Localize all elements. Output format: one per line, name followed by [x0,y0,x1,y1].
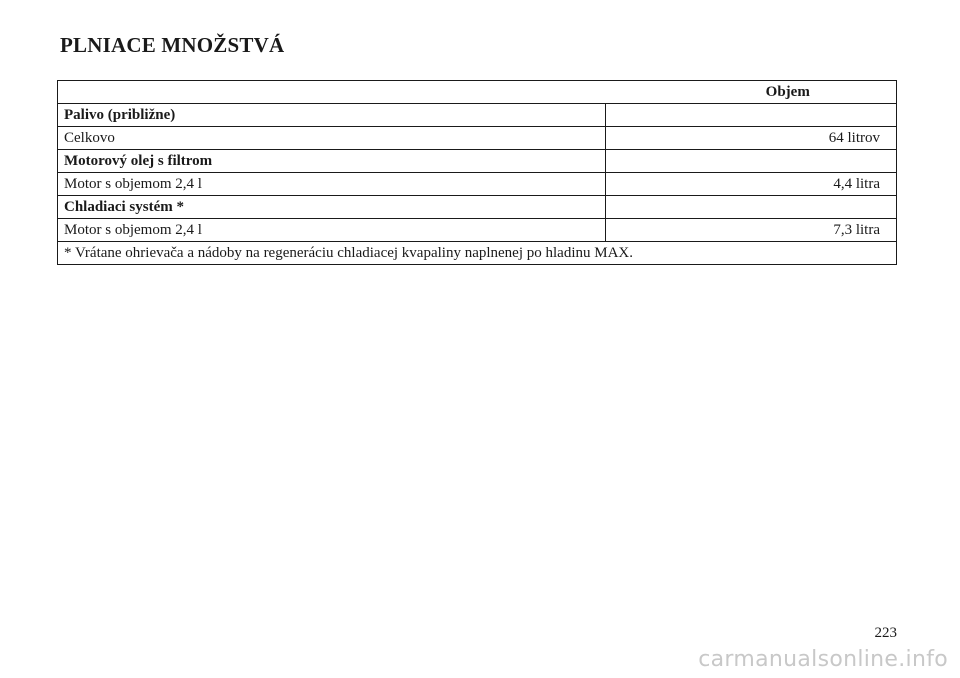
row-label: Celkovo [58,127,606,150]
table-header-row [58,81,897,104]
footnote-row [58,242,897,265]
row-label: Motorový olej s filtrom [58,150,606,173]
header-volume: Objem [606,81,897,104]
row-value [606,150,897,173]
capacity-table [57,80,897,265]
watermark: carmanualsonline.info [698,647,948,672]
header-empty-cell [58,81,606,104]
table-row [58,196,897,219]
table-row [58,150,897,173]
table-row [58,127,897,150]
row-label: Motor s objemom 2,4 l [58,219,606,242]
page-number: 223 [874,625,897,641]
row-label: Palivo (približne) [58,104,606,127]
row-value: 7,3 litra [606,219,897,242]
table-row [58,173,897,196]
footnote: * Vrátane ohrievača a nádoby na regeneráciu chladiacej kvapaliny naplnenej po hladinu MAX. [58,242,897,265]
row-label: Motor s objemom 2,4 l [58,173,606,196]
row-value: 64 litrov [606,127,897,150]
row-value: 4,4 litra [606,173,897,196]
table-row [58,104,897,127]
row-value [606,104,897,127]
row-value [606,196,897,219]
page-title: PLNIACE MNOŽSTVÁ [60,33,285,57]
row-label: Chladiaci systém * [58,196,606,219]
table-row [58,219,897,242]
